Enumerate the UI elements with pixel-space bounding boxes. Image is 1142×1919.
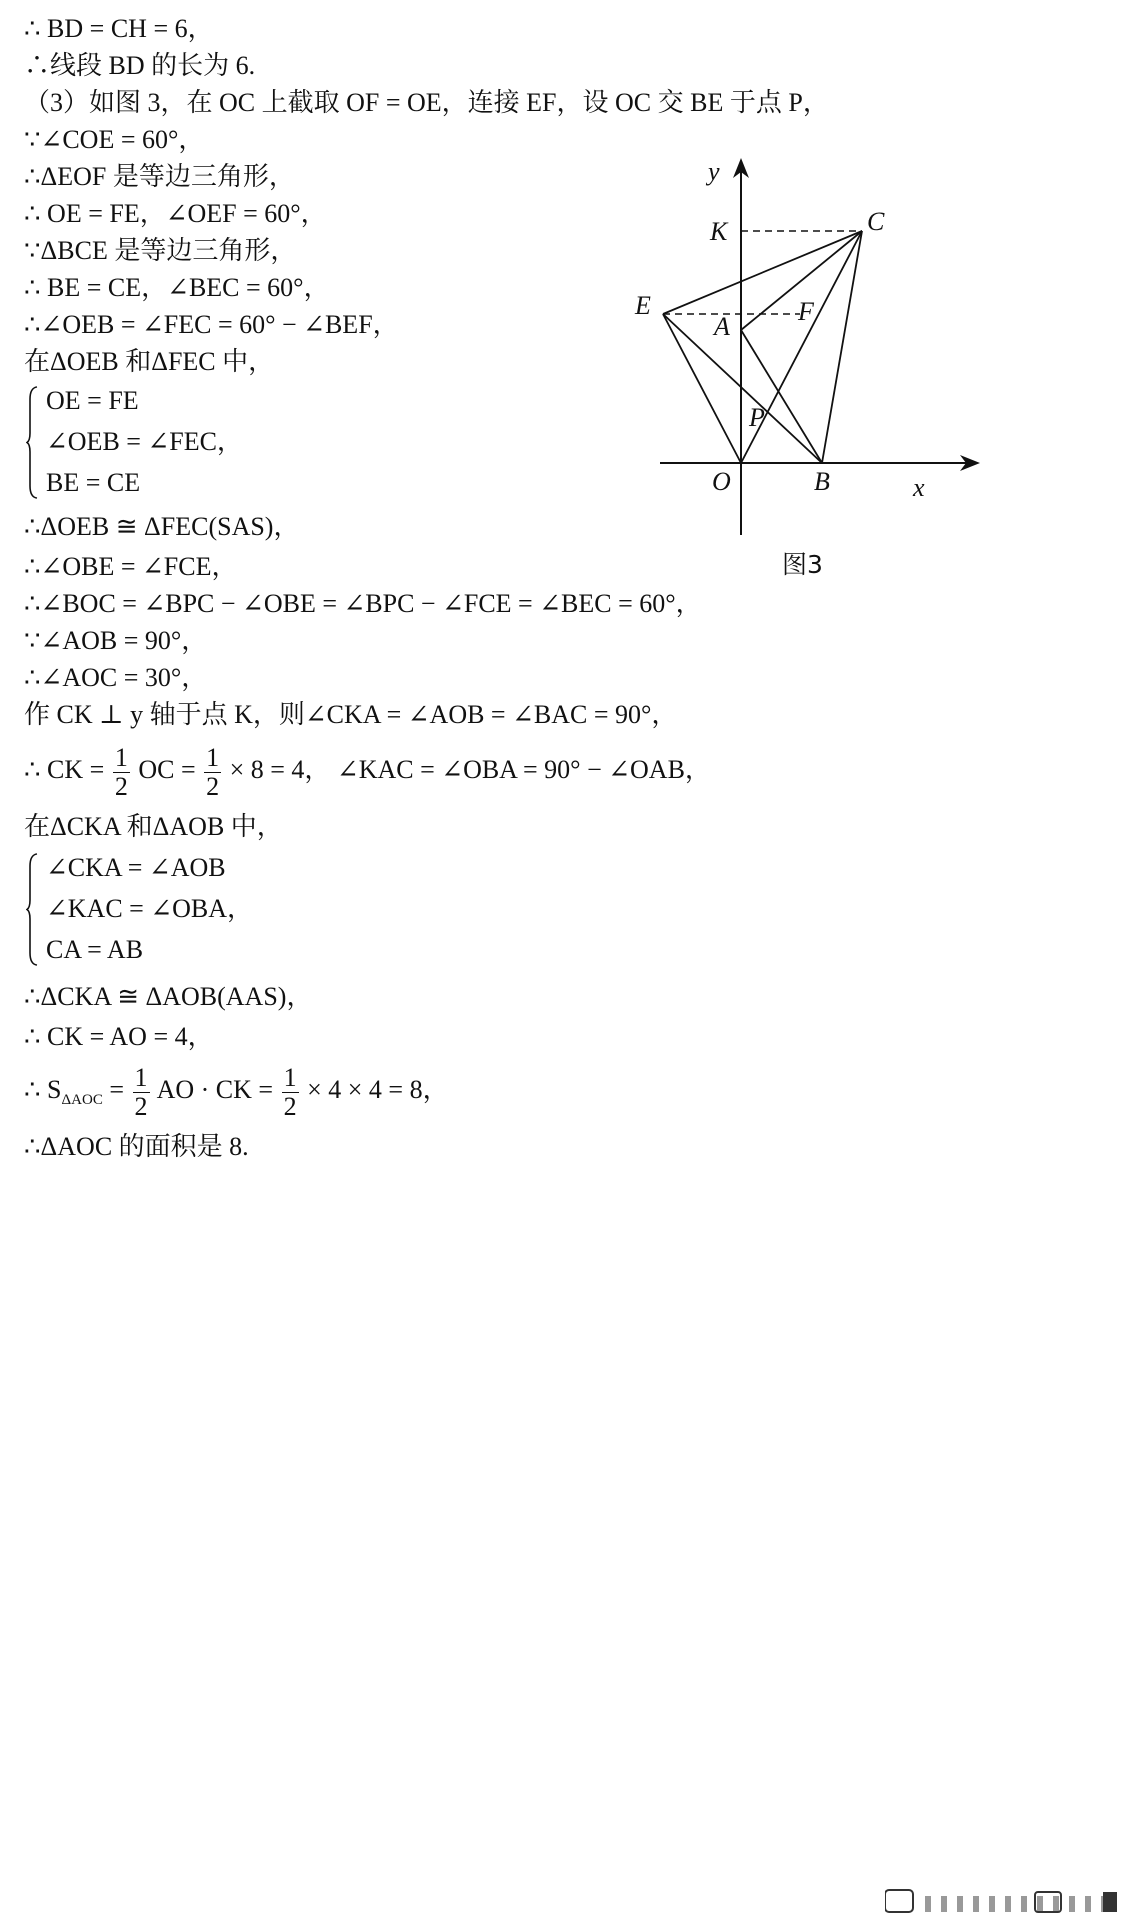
label-b: B bbox=[814, 467, 830, 496]
text-segment: OC = bbox=[138, 755, 196, 784]
fraction bbox=[204, 744, 221, 801]
text-line: ∴ OE = FE，∠OEF = 60°， bbox=[24, 199, 327, 228]
text-line: ∴ CK = AO = 4， bbox=[24, 1022, 214, 1051]
label-y: y bbox=[708, 157, 720, 186]
text-line: ∵∠AOB = 90°， bbox=[24, 626, 208, 655]
ck-equation-line bbox=[24, 740, 711, 801]
fraction bbox=[282, 1064, 299, 1121]
bottom-status-bar bbox=[885, 1888, 1125, 1914]
fraction-denominator: 2 bbox=[134, 1091, 148, 1121]
segment-eb bbox=[663, 314, 822, 463]
equation-system-1 bbox=[26, 380, 243, 503]
text-line: ∴ΔCKA ≅ ΔAOB(AAS)， bbox=[24, 982, 313, 1011]
segment-cb bbox=[822, 231, 862, 463]
brace-icon bbox=[26, 386, 38, 499]
text-line: 作 CK ⊥ y 轴于点 K，则∠CKA = ∠AOB = ∠BAC = 90°， bbox=[24, 700, 678, 729]
system-row: ∠KAC = ∠OBA， bbox=[46, 894, 254, 923]
fraction-denominator: 2 bbox=[283, 1091, 297, 1121]
label-e: E bbox=[635, 291, 651, 320]
signal-bars-icon bbox=[925, 1896, 1107, 1912]
text-line: ∴ BE = CE，∠BEC = 60°， bbox=[24, 273, 330, 302]
text-line: ∴∠AOC = 30°， bbox=[24, 663, 208, 692]
brace-icon bbox=[26, 853, 38, 966]
equation-system-2 bbox=[26, 847, 253, 970]
system-row: CA = AB bbox=[46, 935, 144, 964]
label-a: A bbox=[714, 312, 730, 341]
fraction-numerator: 1 bbox=[114, 742, 128, 772]
figure-caption: 图3 bbox=[782, 550, 823, 579]
label-x: x bbox=[913, 473, 925, 502]
fraction bbox=[133, 1064, 150, 1121]
text-line: ∴∠BOC = ∠BPC − ∠OBE = ∠BPC − ∠FCE = ∠BEC = 60°， bbox=[24, 589, 702, 618]
text-line: ∴ BD = CH = 6， bbox=[24, 14, 214, 43]
text-line: 在ΔOEB 和ΔFEC 中， bbox=[24, 347, 275, 376]
system-row: ∠OEB = ∠FEC， bbox=[46, 427, 243, 456]
text-line: ∴∠OBE = ∠FCE， bbox=[24, 552, 238, 581]
square-icon bbox=[885, 1890, 913, 1912]
segment-ec bbox=[663, 231, 862, 314]
text-segment: × 4 × 4 = 8， bbox=[307, 1075, 449, 1104]
text-segment: ∴ CK = bbox=[24, 755, 105, 784]
system-row: BE = CE bbox=[46, 468, 141, 497]
fraction-numerator: 1 bbox=[283, 1062, 297, 1092]
text-line: 在ΔCKA 和ΔAOB 中， bbox=[24, 812, 283, 841]
label-p: P bbox=[749, 403, 765, 432]
text-line: ∵∠COE = 60°， bbox=[24, 125, 205, 154]
label-k: K bbox=[710, 217, 728, 246]
text-segment: AO · CK = bbox=[156, 1075, 274, 1104]
text-segment: × 8 = 4， ∠KAC = ∠OBA = 90° − ∠OAB， bbox=[229, 755, 711, 784]
geometry-figure bbox=[630, 150, 990, 580]
subscript: ΔAOC bbox=[61, 1092, 103, 1108]
text-line: ∴线段 BD 的长为 6. bbox=[24, 51, 256, 80]
text-line: ∴ΔOEB ≅ ΔFEC(SAS)， bbox=[24, 512, 300, 541]
text-line: ∴ΔEOF 是等边三角形， bbox=[24, 162, 295, 191]
label-c: C bbox=[867, 207, 885, 236]
fraction bbox=[113, 744, 130, 801]
text-line: ∴ΔAOC 的面积是 8. bbox=[24, 1132, 249, 1161]
system-row: ∠CKA = ∠AOB bbox=[46, 853, 226, 882]
fraction-denominator: 2 bbox=[114, 771, 128, 801]
fraction-numerator: 1 bbox=[134, 1062, 148, 1092]
text-segment: ∴ S bbox=[24, 1075, 62, 1104]
system-row: OE = FE bbox=[46, 386, 139, 415]
text-line: ∴∠OEB = ∠FEC = 60° − ∠BEF， bbox=[24, 310, 399, 339]
text-segment: = bbox=[109, 1075, 125, 1104]
label-o: O bbox=[712, 467, 731, 496]
fraction-numerator: 1 bbox=[206, 742, 220, 772]
text-line: （3）如图 3，在 OC 上截取 OF = OE，连接 EF，设 OC 交 BE 于点 P， bbox=[24, 88, 829, 117]
label-f: F bbox=[798, 297, 814, 326]
segment-ab bbox=[741, 330, 822, 463]
figure-svg bbox=[630, 150, 990, 580]
text-line: ∵ΔBCE 是等边三角形， bbox=[24, 236, 297, 265]
area-equation-line bbox=[24, 1060, 449, 1130]
fraction-denominator: 2 bbox=[206, 771, 220, 801]
block-icon bbox=[1103, 1892, 1117, 1912]
